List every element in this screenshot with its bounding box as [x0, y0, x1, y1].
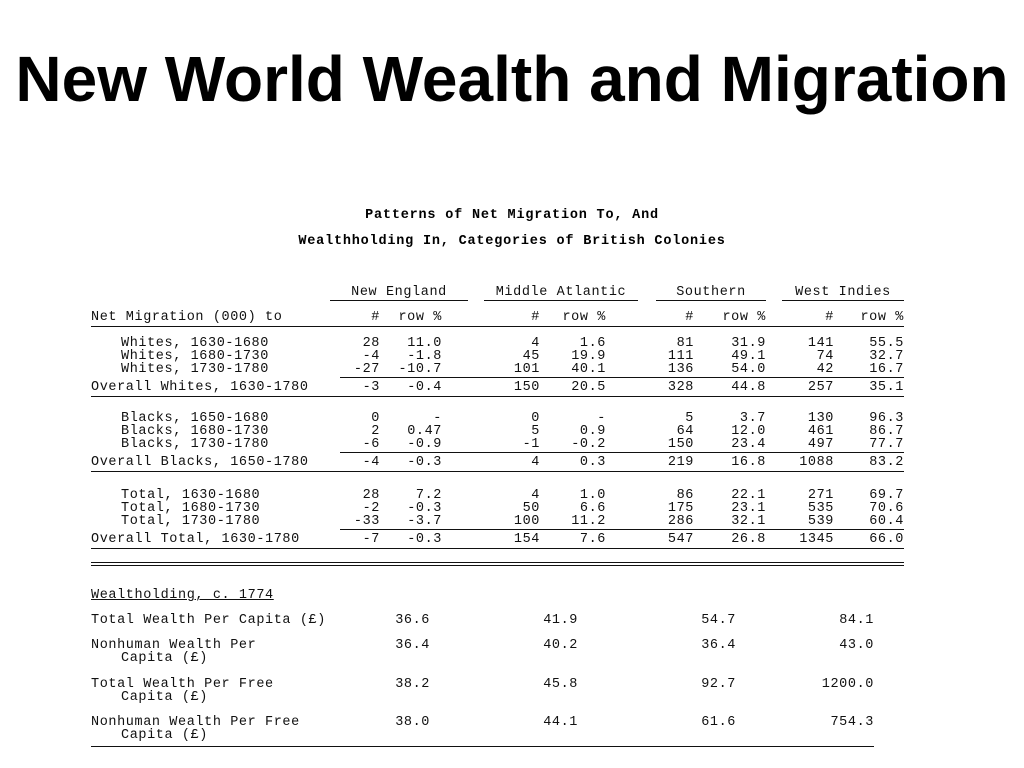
table-cell: 1.6 [579, 336, 606, 351]
region-header: Middle Atlantic [495, 285, 627, 300]
table-cell: -4 [362, 348, 380, 364]
col-header-count: # [531, 310, 540, 325]
table-cell: 0 [531, 411, 540, 426]
row-header: Net Migration (000) to [91, 310, 283, 325]
wealth-cell: 40.2 [543, 638, 578, 653]
table-cell: 54.0 [731, 361, 766, 377]
wealth-cell: 84.1 [839, 613, 874, 628]
overall-row-label: Overall Whites, 1630-1780 [91, 380, 309, 396]
col-header-row-percent: row % [562, 310, 606, 325]
table-row-label: Blacks, 1730-1780 [121, 436, 269, 452]
table-cell: 86 [676, 488, 694, 503]
table-cell: 175 [667, 500, 694, 516]
table-cell: -1 [522, 436, 540, 452]
table-cell: 4 [531, 488, 540, 503]
wealth-cell: 54.7 [701, 613, 736, 628]
table-cell: 497 [807, 436, 834, 452]
wealth-row-label: Nonhuman Wealth Per [91, 638, 257, 653]
overall-cell: -0.4 [407, 380, 442, 396]
overall-cell: -0.3 [407, 455, 442, 471]
col-header-row-percent: row % [398, 310, 442, 325]
overall-cell: 328 [667, 380, 694, 396]
overall-bottom-rule [91, 396, 904, 397]
table-row-label: Blacks, 1680-1730 [121, 423, 269, 439]
table-cell: -0.9 [407, 436, 442, 452]
table-cell: 74 [816, 348, 834, 364]
wealth-cell: 754.3 [830, 715, 874, 730]
table-cell: 55.5 [869, 336, 904, 351]
table-cell: 539 [807, 513, 834, 529]
region-underline [484, 300, 638, 301]
table-cell: 23.1 [731, 500, 766, 516]
wealth-cell: 38.0 [395, 715, 430, 730]
table-row-label: Whites, 1680-1730 [121, 348, 269, 364]
overall-cell: -7 [362, 532, 380, 548]
table-cell: 22.1 [731, 488, 766, 503]
section-double-rule [91, 562, 904, 563]
wealth-cell: 36.4 [395, 638, 430, 653]
overall-cell: 26.8 [731, 532, 766, 548]
wealth-cell: 41.9 [543, 613, 578, 628]
wealth-cell: 36.6 [395, 613, 430, 628]
region-underline [656, 300, 766, 301]
overall-row-label: Overall Blacks, 1650-1780 [91, 455, 309, 471]
table-cell: 271 [807, 488, 834, 503]
col-header-row-percent: row % [860, 310, 904, 325]
overall-cell: 154 [513, 532, 540, 548]
overall-cell: 4 [531, 455, 540, 471]
overall-cell: -4 [362, 455, 380, 471]
col-header-count: # [685, 310, 694, 325]
table-cell: -2 [362, 500, 380, 516]
overall-cell: 44.8 [731, 380, 766, 396]
table-cell: 16.7 [869, 361, 904, 377]
wealth-cell: 43.0 [839, 638, 874, 653]
table-cell: 69.7 [869, 488, 904, 503]
table-cell: -0.3 [407, 500, 442, 516]
table-cell: 81 [676, 336, 694, 351]
table-cell: 7.2 [415, 488, 442, 503]
table-row-label: Whites, 1630-1680 [121, 336, 269, 351]
overall-cell: 547 [667, 532, 694, 548]
table-cell: 12.0 [731, 423, 766, 439]
slide-title: New World Wealth and Migration [15, 43, 1009, 115]
overall-cell: 7.6 [579, 532, 606, 548]
table-cell: 0.9 [579, 423, 606, 439]
overall-top-rule [340, 529, 904, 530]
region-header: Southern [676, 285, 746, 300]
header-rule [91, 326, 904, 327]
table-cell: -10.7 [398, 361, 442, 377]
table-cell: 6.6 [579, 500, 606, 516]
region-underline [782, 300, 904, 301]
table-cell: 77.7 [869, 436, 904, 452]
overall-cell: 20.5 [571, 380, 606, 396]
table-cell: - [433, 411, 442, 426]
overall-cell: 257 [807, 380, 834, 396]
wealth-section-header: Wealtholding, c. 1774 [91, 588, 274, 603]
table-cell: 49.1 [731, 348, 766, 364]
table-bottom-rule [91, 746, 874, 747]
overall-cell: 219 [667, 455, 694, 471]
table-cell: 150 [667, 436, 694, 452]
region-underline [330, 300, 468, 301]
overall-row-label: Overall Total, 1630-1780 [91, 532, 300, 548]
table-cell: -1.8 [407, 348, 442, 364]
table-cell: 0.47 [407, 423, 442, 439]
col-header-count: # [371, 310, 380, 325]
table-row-label: Blacks, 1650-1680 [121, 411, 269, 426]
table-cell: 136 [667, 361, 694, 377]
table-row-label: Total, 1680-1730 [121, 500, 261, 516]
table-cell: - [597, 411, 606, 426]
overall-cell: 0.3 [579, 455, 606, 471]
table-cell: 101 [513, 361, 540, 377]
wealth-cell: 1200.0 [821, 677, 874, 692]
table-cell: 286 [667, 513, 694, 529]
table-cell: 64 [676, 423, 694, 439]
wealth-row-label: Total Wealth Per Capita (£) [91, 613, 326, 628]
table-cell: 19.9 [571, 348, 606, 364]
wealth-cell: 45.8 [543, 677, 578, 692]
table-cell: 3.7 [739, 411, 766, 426]
overall-top-rule [340, 452, 904, 453]
table-cell: 32.1 [731, 513, 766, 529]
overall-top-rule [340, 377, 904, 378]
overall-cell: 1345 [799, 532, 834, 548]
col-header-row-percent: row % [722, 310, 766, 325]
table-cell: -3.7 [407, 513, 442, 529]
table-cell: 5 [685, 411, 694, 426]
overall-cell: 16.8 [731, 455, 766, 471]
table-cell: -27 [353, 361, 380, 377]
wealth-cell: 92.7 [701, 677, 736, 692]
table-cell: 111 [667, 348, 694, 364]
table-cell: 11.0 [407, 336, 442, 351]
table-cell: 130 [807, 411, 834, 426]
overall-cell: -3 [362, 380, 380, 396]
table-cell: 31.9 [731, 336, 766, 351]
table-caption-line-1: Patterns of Net Migration To, And [365, 208, 659, 223]
table-cell: 1.0 [579, 488, 606, 503]
wealth-row-label-continued: Capita (£) [121, 728, 209, 743]
section-double-rule-double [91, 565, 904, 566]
table-cell: -6 [362, 436, 380, 452]
overall-cell: 1088 [799, 455, 834, 471]
table-cell: 70.6 [869, 500, 904, 516]
table-cell: 96.3 [869, 411, 904, 426]
overall-cell: 35.1 [869, 380, 904, 396]
table-cell: 11.2 [571, 513, 606, 529]
table-cell: 23.4 [731, 436, 766, 452]
table-cell: 42 [816, 361, 834, 377]
table-cell: 461 [807, 423, 834, 439]
table-cell: 60.4 [869, 513, 904, 529]
wealth-cell: 36.4 [701, 638, 736, 653]
table-cell: 0 [371, 411, 380, 426]
wealth-row-label-continued: Capita (£) [121, 690, 209, 705]
table-cell: 40.1 [571, 361, 606, 377]
wealth-cell: 61.6 [701, 715, 736, 730]
region-header: West Indies [795, 285, 891, 300]
table-cell: 2 [371, 423, 380, 439]
overall-bottom-rule [91, 548, 904, 549]
overall-cell: 83.2 [869, 455, 904, 471]
table-cell: 50 [522, 500, 540, 516]
table-cell: 28 [362, 336, 380, 351]
table-cell: 28 [362, 488, 380, 503]
table-cell: 32.7 [869, 348, 904, 364]
overall-cell: 150 [513, 380, 540, 396]
table-cell: 86.7 [869, 423, 904, 439]
region-header: New England [351, 285, 447, 300]
table-cell: 5 [531, 423, 540, 439]
table-cell: 100 [513, 513, 540, 529]
table-cell: 4 [531, 336, 540, 351]
table-row-label: Total, 1730-1780 [121, 513, 261, 529]
overall-cell: 66.0 [869, 532, 904, 548]
table-row-label: Total, 1630-1680 [121, 488, 261, 503]
wealth-row-label-continued: Capita (£) [121, 651, 209, 666]
wealth-row-label: Total Wealth Per Free [91, 677, 274, 692]
table-cell: 141 [807, 336, 834, 351]
wealth-cell: 44.1 [543, 715, 578, 730]
table-row-label: Whites, 1730-1780 [121, 361, 269, 377]
wealth-row-label: Nonhuman Wealth Per Free [91, 715, 300, 730]
wealth-cell: 38.2 [395, 677, 430, 692]
table-cell: 45 [522, 348, 540, 364]
table-cell: -33 [353, 513, 380, 529]
overall-bottom-rule [91, 471, 904, 472]
col-header-count: # [825, 310, 834, 325]
table-cell: 535 [807, 500, 834, 516]
overall-cell: -0.3 [407, 532, 442, 548]
table-cell: -0.2 [571, 436, 606, 452]
table-caption-line-2: Wealthholding In, Categories of British Colonies [298, 234, 726, 249]
